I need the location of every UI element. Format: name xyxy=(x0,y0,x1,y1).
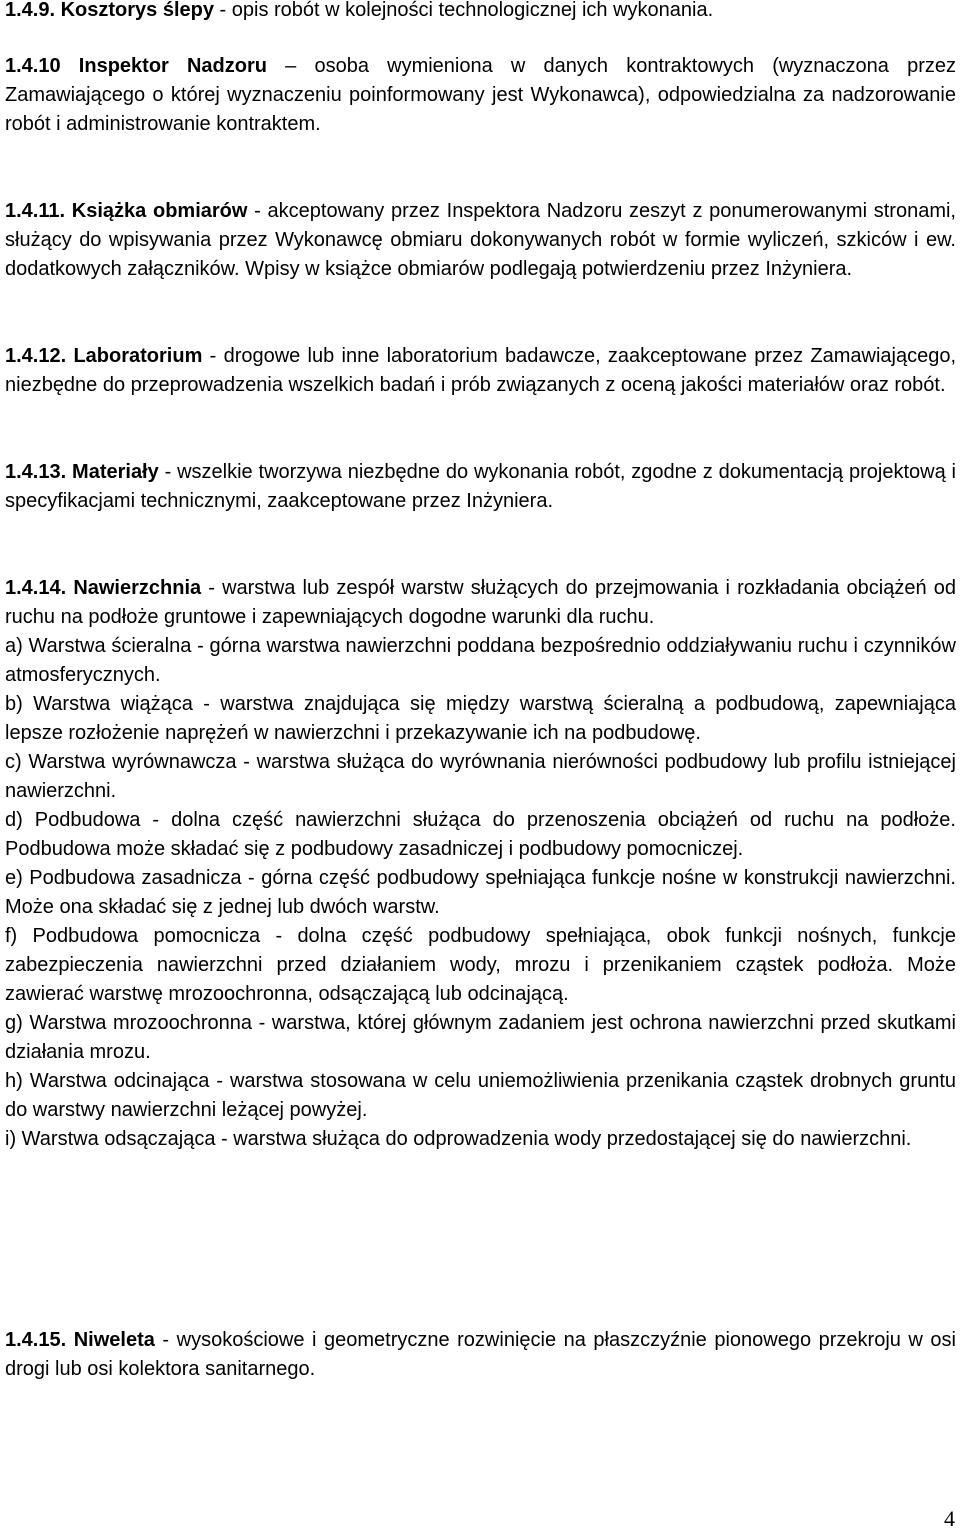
list-item-d: d) Podbudowa - dolna część nawierzchni służąca do przenoszenia obciążeń od ruchu na podłoże. Podbudowa może składać się z podbudowy zasadniczej i podbudowy pomocniczej. xyxy=(5,809,956,860)
section-text: - opis robót w kolejności technologicznej ich wykonania. xyxy=(214,0,714,21)
list-item-f: f) Podbudowa pomocnicza - dolna część podbudowy spełniająca, obok funkcji nośnych, funkcje zabezpieczenia nawierzchni przed działaniem wody, mrozu i przenikaniem cząstek podłoża. Może zawierać warstwę mrozoochronna, odsączającą lub odcinającą. xyxy=(5,925,956,1005)
section-lead xyxy=(5,574,956,632)
section-term: Materiały xyxy=(72,461,159,483)
section-text: - drogowe lub inne laboratorium badawcze, zaakceptowane przez Zamawiającego, niezbędne do przeprowadzenia wszelkich badań i prób związanych z oceną jakości materiałów oraz robót. xyxy=(5,345,956,396)
section-term: Niweleta xyxy=(73,1329,155,1351)
section-number: 1.4.12. xyxy=(5,345,67,367)
section-term: Nawierzchnia xyxy=(73,577,202,599)
section-number: 1.4.11. xyxy=(5,200,66,222)
section-1-4-11 xyxy=(5,197,956,284)
section-text: - wszelkie tworzywa niezbędne do wykonania robót, zgodne z dokumentacją projektową i specyfikacjami technicznymi, zaakceptowane przez Inżyniera. xyxy=(5,461,957,512)
section-text: - akceptowany przez Inspektora Nadzoru zeszyt z ponumerowanymi stronami, służący do wpisywania przez Wykonawcę obmiaru dokonywanych robót w formie wyliczeń, szkiców i ew. dodatkowych załączników. Wpisy w książce obmiarów podlegają potwierdzeniu przez Inżyniera. xyxy=(5,200,956,280)
section-number: 1.4.15. xyxy=(5,1329,67,1351)
section-number: 1.4.9. xyxy=(5,0,56,21)
list-item-e: e) Podbudowa zasadnicza - górna część podbudowy spełniająca funkcje nośne w konstrukcji nawierzchni. Może ona składać się z jednej lub dwóch warstw. xyxy=(5,867,956,918)
section-term: Inspektor Nadzoru xyxy=(78,55,267,77)
section-1-4-13 xyxy=(5,458,956,516)
section-1-4-10 xyxy=(5,52,956,139)
section-number: 1.4.13. xyxy=(5,461,67,483)
list-item-g: g) Warstwa mrozoochronna - warstwa, której głównym zadaniem jest ochrona nawierzchni przed skutkami działania mrozu. xyxy=(5,1012,956,1063)
section-1-4-15 xyxy=(5,1326,956,1384)
section-text: - warstwa lub zespół warstw służących do przejmowania i rozkładania obciążeń od ruchu na podłoże gruntowe i zapewniających dogodne warunki dla ruchu. xyxy=(5,577,956,628)
list-item-c: c) Warstwa wyrównawcza - warstwa służąca do wyrównania nierówności podbudowy lub profilu istniejącej nawierzchni. xyxy=(5,751,956,802)
list-item-a: a) Warstwa ścieralna - górna warstwa nawierzchni poddana bezpośrednio oddziaływaniu ruchu i czynników atmosferycznych. xyxy=(5,635,956,686)
section-number: 1.4.14. xyxy=(5,577,67,599)
section-1-4-9 xyxy=(5,0,956,25)
section-term: Książka obmiarów xyxy=(71,200,248,222)
page-number: 4 xyxy=(944,1506,955,1531)
list-item-h: h) Warstwa odcinająca - warstwa stosowana w celu uniemożliwienia przenikania cząstek drobnych gruntu do warstwy nawierzchni leżącej powyżej. xyxy=(5,1070,956,1121)
section-text: – osoba wymieniona w danych kontraktowych (wyznaczona przez Zamawiającego o której wyznaczeniu poinformowany jest Wykonawca), odpowiedzialna za nadzorowanie robót i administrowanie kontraktem. xyxy=(5,55,957,135)
section-number: 1.4.10 xyxy=(5,55,61,77)
section-1-4-14 xyxy=(5,574,956,1154)
section-1-4-12 xyxy=(5,342,956,400)
list-item-i: i) Warstwa odsączająca - warstwa służąca do odprowadzenia wody przedostającej się do nawierzchni. xyxy=(5,1128,912,1150)
document-page xyxy=(5,0,956,1537)
section-text: - wysokościowe i geometryczne rozwinięcie na płaszczyźnie pionowego przekroju w osi drogi lub osi kolektora sanitarnego. xyxy=(5,1329,956,1380)
section-term: Kosztorys ślepy xyxy=(60,0,214,21)
list-item-b: b) Warstwa wiążąca - warstwa znajdująca się między warstwą ścieralną a podbudową, zapewniająca lepsze rozłożenie naprężeń w nawierzchni i przekazywanie ich na podbudowę. xyxy=(5,693,956,744)
section-term: Laboratorium xyxy=(73,345,203,367)
